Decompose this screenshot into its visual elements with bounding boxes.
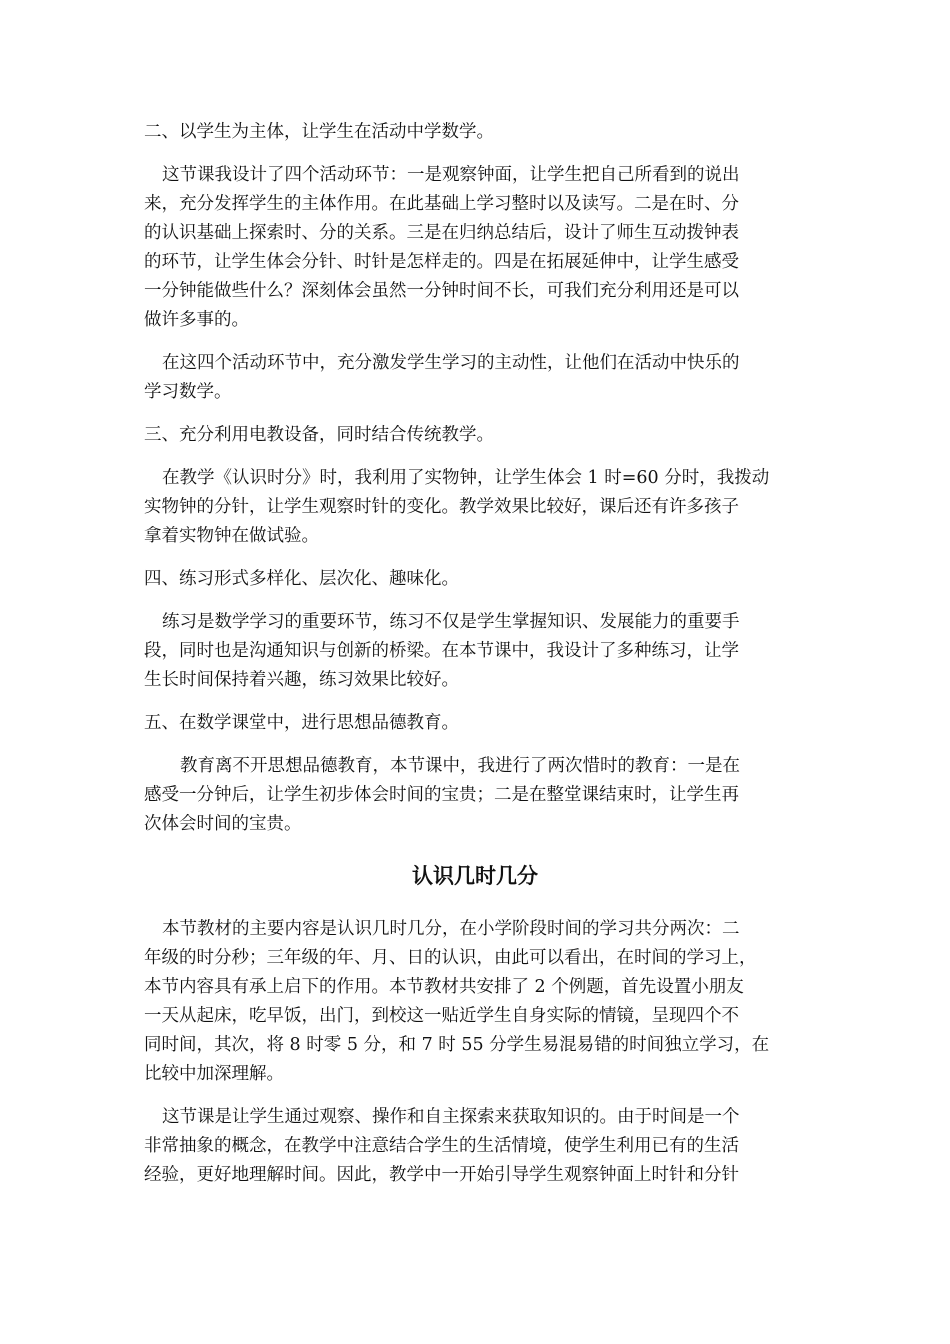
paragraph (144, 1103, 806, 1190)
text-line: 练习是数学学习的重要环节，练习不仅是学生掌握知识、发展能力的重要手 (162, 612, 740, 632)
text-line: 生长时间保持着兴趣，练习效果比较好。 (144, 670, 459, 690)
text-line: 这节课我设计了四个活动环节：一是观察钟面，让学生把自己所看到的说出 (162, 165, 740, 185)
section-title (144, 861, 806, 891)
text-line: 感受一分钟后，让学生初步体会时间的宝贵；二是在整堂课结束时，让学生再 (144, 785, 739, 805)
text-line: 非常抽象的概念，在教学中注意结合学生的生活情境，使学生利用已有的生活 (144, 1136, 739, 1156)
text-line: 五、在数学课堂中，进行思想品德教育。 (144, 713, 459, 733)
section-heading (144, 709, 806, 738)
text-line: 的认识基础上探索时、分的关系。三是在归纳总结后，设计了师生互动拨钟表 (144, 223, 739, 243)
text-line: 四、练习形式多样化、层次化、趣味化。 (144, 569, 459, 589)
text-line: 学习数学。 (144, 382, 232, 402)
section-heading (144, 565, 806, 594)
paragraph (144, 608, 806, 695)
text-line: 三、充分利用电教设备，同时结合传统教学。 (144, 425, 494, 445)
text-line: 次体会时间的宝贵。 (144, 814, 302, 834)
section-heading (144, 118, 806, 147)
document-body (144, 118, 806, 1204)
text-line: 经验，更好地理解时间。因此，教学中一开始引导学生观察钟面上时针和分针 (144, 1165, 739, 1185)
text-line: 二、以学生为主体，让学生在活动中学数学。 (144, 122, 494, 142)
text-line: 拿着实物钟在做试验。 (144, 526, 319, 546)
paragraph (144, 349, 806, 407)
text-line: 同时间，其次，将 8 时零 5 分，和 7 时 55 分学生易混易错的时间独立学习，在 (144, 1035, 770, 1055)
section-heading (144, 421, 806, 450)
paragraph (144, 464, 806, 551)
text-line: 在教学《认识时分》时，我利用了实物钟，让学生体会 1 时=60 分时，我拨动 (162, 468, 770, 488)
text-line: 一分钟能做些什么？深刻体会虽然一分钟时间不长，可我们充分利用还是可以 (144, 281, 739, 301)
text-line: 一天从起床，吃早饭，出门，到校这一贴近学生自身实际的情镜，呈现四个不 (144, 1006, 739, 1026)
text-line: 教育离不开思想品德教育，本节课中，我进行了两次惜时的教育：一是在 (180, 756, 740, 776)
title-text: 认识几时几分 (412, 864, 538, 888)
paragraph (144, 915, 806, 1089)
text-line: 年级的时分秒；三年级的年、月、日的认识，由此可以看出，在时间的学习上， (144, 948, 757, 968)
text-line: 这节课是让学生通过观察、操作和自主探索来获取知识的。由于时间是一个 (162, 1107, 740, 1127)
paragraph (144, 161, 806, 335)
text-line: 来，充分发挥学生的主体作用。在此基础上学习整时以及读写。二是在时、分 (144, 194, 739, 214)
text-line: 实物钟的分针，让学生观察时针的变化。教学效果比较好，课后还有许多孩子 (144, 497, 739, 517)
text-line: 的环节，让学生体会分针、时针是怎样走的。四是在拓展延伸中，让学生感受 (144, 252, 739, 272)
text-line: 在这四个活动环节中，充分激发学生学习的主动性，让他们在活动中快乐的 (162, 353, 740, 373)
text-line: 做许多事的。 (144, 310, 249, 330)
text-line: 本节内容具有承上启下的作用。本节教材共安排了 2 个例题，首先设置小朋友 (144, 977, 744, 997)
text-line: 本节教材的主要内容是认识几时几分，在小学阶段时间的学习共分两次：二 (162, 919, 740, 939)
paragraph (144, 752, 806, 839)
text-line: 比较中加深理解。 (144, 1064, 284, 1084)
text-line: 段，同时也是沟通知识与创新的桥梁。在本节课中，我设计了多种练习，让学 (144, 641, 739, 661)
